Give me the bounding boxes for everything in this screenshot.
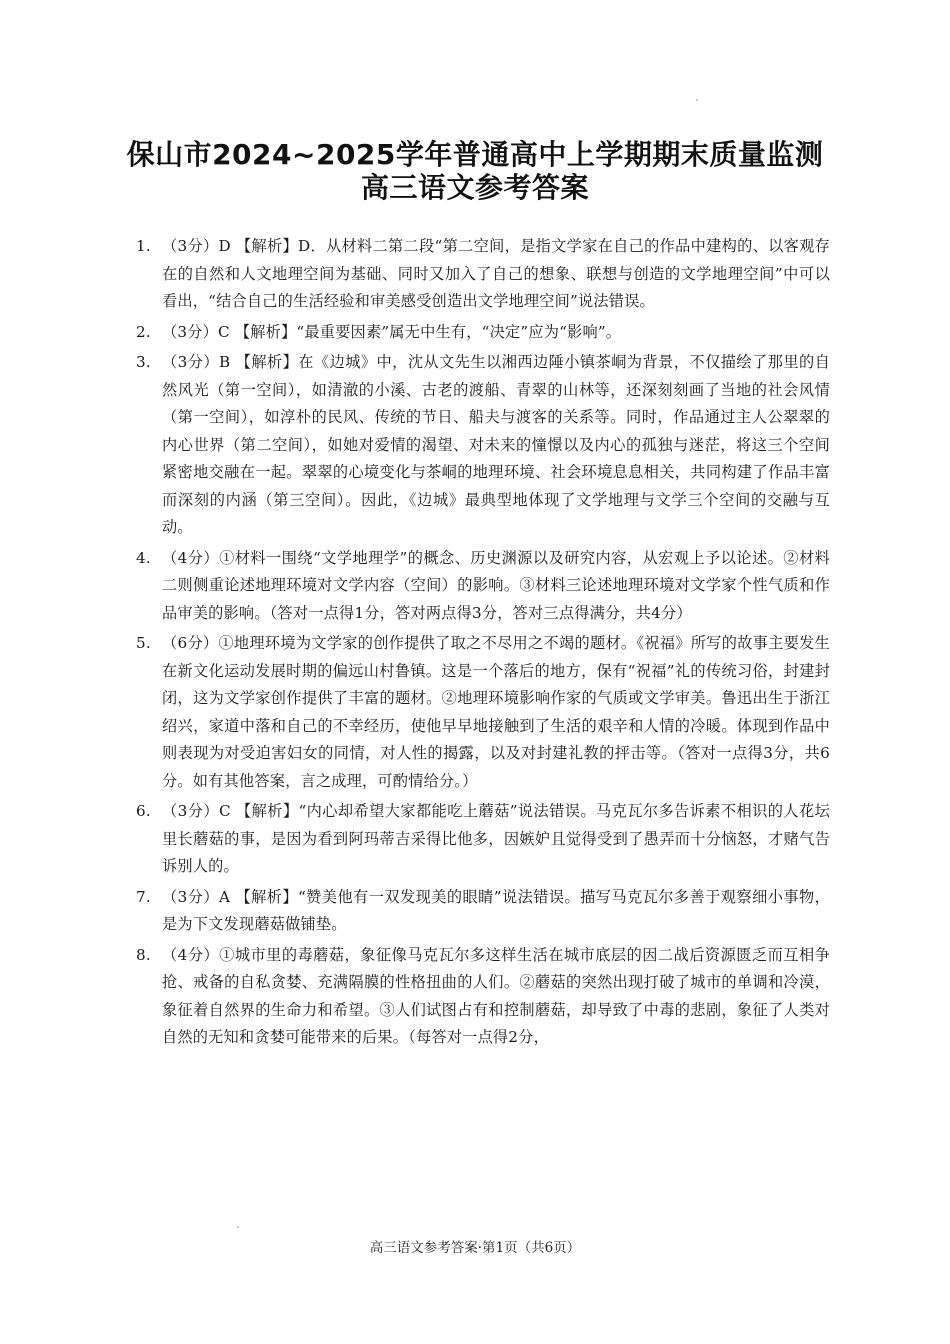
answer-item-4: [136, 545, 830, 628]
answer-number: 6.: [136, 802, 151, 820]
answer-item-3: [136, 349, 830, 542]
answer-text: （3分）A 【解析】“赞美他有一双发现美的眼睛”说法错误。描写马克瓦尔多善于观察细小事物，是为下文发现蘑菇做铺垫。: [162, 887, 830, 933]
scan-speck: [696, 99, 698, 101]
answer-text: （3分）C 【解析】“内心却希望大家都能吃上蘑菇”说法错误。马克瓦尔多告诉素不相识的人花坛里长蘑菇的事，是因为看到阿玛蒂吉采得比他多，因嫉妒且觉得受到了愚弄而十分恼怒，才赌气告诉别人的。: [162, 802, 830, 875]
title-line-2: 高三语文参考答案: [360, 171, 589, 204]
title-line-1: 保山市2024~2025学年普通高中上学期期末质量监测: [126, 138, 824, 171]
answer-list: [136, 233, 830, 1055]
page-footer: 高三语文参考答案·第1页（共6页）: [369, 1240, 581, 1256]
answer-item-5: [136, 630, 830, 795]
answer-number: 8.: [136, 945, 151, 964]
answer-item-8: [136, 942, 830, 1052]
answer-item-7: [136, 884, 830, 939]
answer-number: 1.: [136, 237, 151, 255]
answer-text: （3分）C 【解析】“最重要因素”属无中生有，“决定”应为“影响”。: [162, 322, 622, 341]
answer-text: （3分）D 【解析】D．从材料二第二段“第二空间，是指文学家在自己的作品中建构的、以客观存在的自然和人文地理空间为基础、同时又加入了自己的想象、联想与创造的文学地理空间”中可以看出，“结合自己的生活经验和审美感受创造出文学地理空间”说法错误。: [162, 237, 830, 310]
answer-number: 2.: [136, 322, 151, 341]
answer-text: （4分）①城市里的毒蘑菇，象征像马克瓦尔多这样生活在城市底层的因二战后资源匮乏而互相争抢、戒备的自私贪婪、充满隔膜的性格扭曲的人们。②蘑菇的突然出现打破了城市的单调和冷漠，象征着自然界的生命力和希望。③人们试图占有和控制蘑菇，却导致了中毒的悲剧，象征了人类对自然的无知和贪婪可能带来的后果。（每答对一点得2分，: [162, 945, 830, 1046]
answer-number: 3.: [136, 353, 151, 371]
scan-speck: [237, 1226, 239, 1228]
answer-number: 7.: [136, 887, 151, 906]
answer-text: （3分）B 【解析】在《边城》中，沈从文先生以湘西边陲小镇茶峒为背景，不仅描绘了那里的自然风光（第一空间），如清澈的小溪、古老的渡船、青翠的山林等，还深刻刻画了当地的社会风情（第一空间），如淳朴的民风、传统的节日、船夫与渡客的关系等。同时，作品通过主人公翠翠的内心世界（第二空间），如她对爱情的渴望、对未来的憧憬以及内心的孤独与迷茫，将这三个空间紧密地交融在一起。翠翠的心境变化与茶峒的地理环境、社会环境息息相关，共同构建了作品丰富而深刻的内涵（第三空间）。因此，《边城》最典型地体现了文学地理与文学三个空间的交融与互动。: [162, 353, 830, 536]
answer-item-2: [136, 319, 830, 347]
answer-number: 5.: [136, 634, 151, 652]
answer-text: （4分）①材料一围绕“文学地理学”的概念、历史渊源以及研究内容，从宏观上予以论述。②材料二则侧重论述地理环境对文学内容（空间）的影响。③材料三论述地理环境对文学家个性气质和作品审美的影响。（答对一点得1分，答对两点得3分，答对三点得满分，共4分）: [162, 548, 830, 622]
answer-item-1: [136, 233, 830, 316]
answer-number: 4.: [136, 548, 151, 567]
answer-text: （6分）①地理环境为文学家的创作提供了取之不尽用之不竭的题材。《祝福》所写的故事主要发生在新文化运动发展时期的偏远山村鲁镇。这是一个落后的地方，保有“祝福”礼的传统习俗，封建封闭，这为文学家创作提供了丰富的题材。②地理环境影响作家的气质或文学审美。鲁迅出生于浙江绍兴，家道中落和自己的不幸经历，使他早早地接触到了生活的艰辛和人情的冷暖。体现到作品中则表现为对受迫害妇女的同情，对人性的揭露，以及对封建礼教的抨击等。（答对一点得3分，共6分。如有其他答案，言之成理，可酌情给分。）: [162, 634, 830, 790]
answer-item-6: [136, 798, 830, 881]
document-title: [0, 138, 950, 204]
